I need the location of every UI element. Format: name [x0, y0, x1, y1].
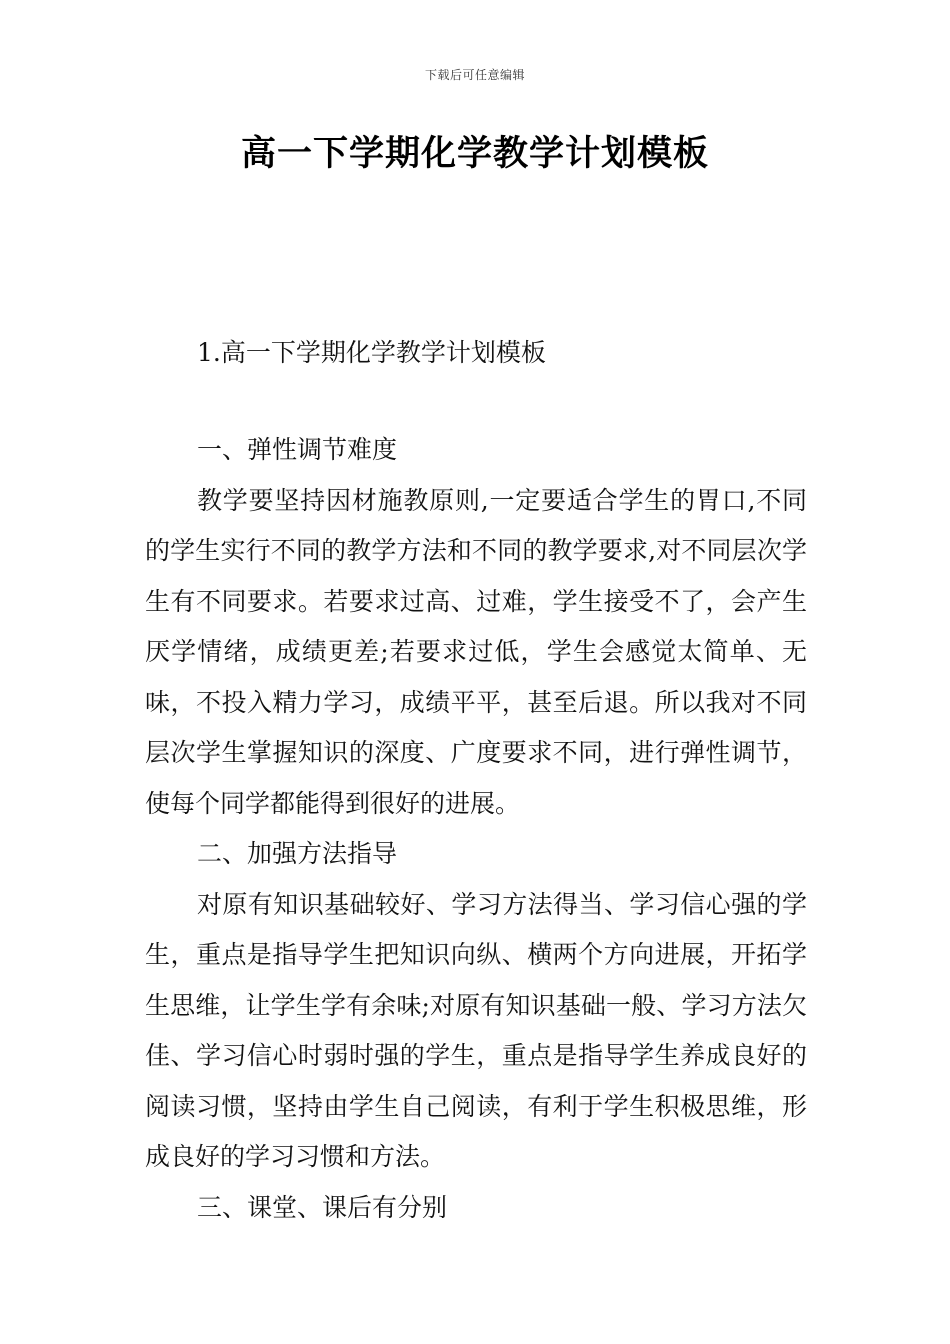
section-heading-3: 三、课堂、课后有分别	[197, 1192, 448, 1222]
document-title: 高一下学期化学教学计划模板	[240, 134, 709, 174]
section-heading-1: 一、弹性调节难度	[197, 435, 398, 464]
document-body	[145, 425, 807, 1233]
document-subtitle: 1.高一下学期化学教学计划模板	[197, 338, 546, 367]
header-note: 下载后可任意编辑	[424, 68, 525, 82]
section-paragraph-1: 教学要坚持因材施教原则,一定要适合学生的胃口,不同的学生实行不同的教学方法和不同的教学要求,对不同层次学生有不同要求。若要求过高、过难，学生接受不了，会产生厌学情绪，成绩更差;若要求过低，学生会感觉太简单、无味，不投入精力学习，成绩平平，甚至后退。所以我对不同层次学生掌握知识的深度、广度要求不同，进行弹性调节，使每个同学都能得到很好的进展。	[145, 485, 807, 818]
section-paragraph-2: 对原有知识基础较好、学习方法得当、学习信心强的学生，重点是指导学生把知识向纵、横两个方向进展，开拓学生思维，让学生学有余味;对原有知识基础一般、学习方法欠佳、学习信心时弱时强的学生，重点是指导学生养成良好的阅读习惯，坚持由学生自己阅读，有利于学生积极思维，形成良好的学习习惯和方法。	[145, 889, 807, 1171]
section-heading-2: 二、加强方法指导	[197, 839, 398, 868]
